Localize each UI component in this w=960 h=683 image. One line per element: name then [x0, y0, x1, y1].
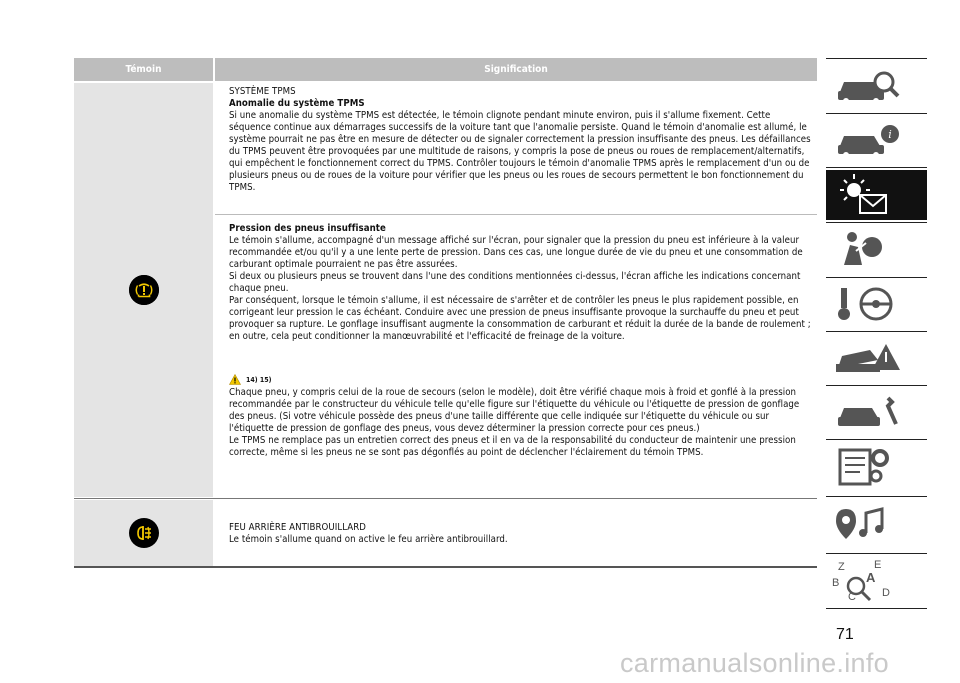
- pressure-text-2: Si deux ou plusieurs pneus se trouvent dans l'une des conditions mentionnées ci-dessus, l'écran affiche les indications concernant chaque pneu.: [229, 271, 801, 294]
- tpms-check-section: [229, 387, 815, 459]
- header-signification: Signification: [215, 58, 817, 81]
- tab-index[interactable]: [826, 556, 927, 606]
- steering-wheel-key-icon: [826, 280, 927, 328]
- tpms-anomaly-heading: Anomalie du système TPMS: [229, 98, 365, 109]
- fog-section: [229, 522, 815, 546]
- svg-text:Z: Z: [838, 561, 845, 573]
- tab-multimedia[interactable]: [826, 499, 927, 549]
- rear-fog-light-icon: [129, 518, 159, 548]
- list-gear-icon: [826, 442, 927, 490]
- watermark: carmanualsonline.info: [620, 648, 889, 678]
- warning-triangle-icon: [229, 374, 241, 385]
- page-number: 71: [836, 626, 854, 643]
- svg-text:i: i: [888, 128, 892, 141]
- fog-text: Le témoin s'allume quand on active le feu arrière antibrouillard.: [229, 534, 508, 545]
- car-accident-icon: [826, 334, 927, 382]
- tab-maintenance[interactable]: [826, 388, 927, 438]
- tpms-title: SYSTÈME TPMS: [229, 86, 296, 97]
- car-info-icon: [826, 116, 927, 164]
- navigation-music-icon: [826, 499, 927, 547]
- alphabet-index-icon: [826, 556, 927, 608]
- tpms-warning-icon: [129, 275, 159, 305]
- tpms-pressure-section: [229, 223, 815, 343]
- warning-light-message-icon: [826, 170, 927, 220]
- table-bottom-rule: [74, 566, 817, 568]
- tab-car-search[interactable]: [826, 62, 927, 112]
- maintenance-text: Le TPMS ne remplace pas un entretien correct des pneus et il en va de la responsabilité du conducteur de maintenir une pression correcte, même si les pneus ne se sont pas dégonflés au point de déclencher l'éclairement du témoin TPMS.: [229, 435, 796, 458]
- svg-text:A: A: [866, 570, 876, 585]
- fog-title: FEU ARRIÈRE ANTIBROUILLARD: [229, 522, 366, 533]
- airbag-person-icon: [826, 225, 927, 273]
- tab-specs[interactable]: [826, 442, 927, 492]
- reference-numbers: 14) 15): [246, 375, 272, 384]
- tpms-section: [229, 86, 815, 194]
- check-text: Chaque pneu, y compris celui de la roue de secours (selon le modèle), doit être vérifié chaque mois à froid et gonflé à la pression recommandée par le constructeur du véhicule telle qu'elle figure sur l'étiquette du véhicule ou l'étiquette de pression de gonflage des pneus. (Si votre véhicule possède des pneus d'une taille différente que celle indiquée sur l'étiquette du véhicule ou sur l'étiquette de pression de gonflage des pneus, vous devez déterminer la pression correcte pour ces pneus.): [229, 387, 800, 434]
- row-divider: [215, 214, 817, 215]
- pressure-text-3: Par conséquent, lorsque le témoin s'allume, il est nécessaire de s'arrêter et de contrôler les pneus le plus rapidement possible, en corrigeant leur pression le cas échéant. Conduire avec une pression de pneus insuffisante provoque la surchauffe du pneu et peut provoquer sa rupture. Le gonflage insuffisant augmente la consommation de carburant et réduit la durée de la bande de roulement ; en outre, cela peut conditionner la manœuvrabilité et l'efficacité de freinage de la voiture.: [229, 295, 811, 342]
- pressure-text-1: Le témoin s'allume, accompagné d'un message affiché sur l'écran, pour signaler que la pression du pneu est inférieure à la valeur recommandée et/ou qu'il y a une lente perte de pression. Dans ces cas, une longue durée de vie du pneu et une consommation de carburant optimale pourraient ne pas être assurées.: [229, 235, 803, 270]
- tpms-anomaly-text: Si une anomalie du système TPMS est détectée, le témoin clignote pendant minute environ, puis il s'allume fixement. Cette séquence continue aux démarrages successifs de la voiture tant que l'anomalie persiste. Quand le témoin d'anomalie est allumé, le système pourrait ne pas être en mesure de détecter ou de signaler correctement la pression insuffisante des pneus. Les défaillances du TPMS peuvent être provoquées par une multitude de raisons, y compris la pose de pneus ou roues de remplacement/alternatifs, qui empêchent le fonctionnement correct du TPMS. Contrôler toujours le témoin d'anomalie TPMS après le remplacement d'un ou de plusieurs pneus ou de roues de la voiture pour vérifier que les pneus ou les roues de secours permettent le bon fonctionnement du TPMS.: [229, 110, 811, 193]
- tab-warning-lights[interactable]: [826, 170, 927, 220]
- tab-safety[interactable]: [826, 225, 927, 275]
- tab-car-info[interactable]: [826, 116, 927, 166]
- svg-text:E: E: [874, 559, 882, 571]
- row-divider: [74, 498, 817, 499]
- tab-emergency[interactable]: [826, 334, 927, 384]
- svg-text:C: C: [848, 591, 856, 603]
- warning-refs: [229, 374, 271, 385]
- tab-driving[interactable]: [826, 280, 927, 330]
- svg-text:D: D: [882, 587, 890, 599]
- car-search-icon: [826, 62, 927, 110]
- header-temoin: Témoin: [74, 58, 213, 81]
- svg-text:B: B: [832, 577, 840, 589]
- pressure-heading: Pression des pneus insuffisante: [229, 223, 386, 234]
- car-wrench-icon: [826, 388, 927, 436]
